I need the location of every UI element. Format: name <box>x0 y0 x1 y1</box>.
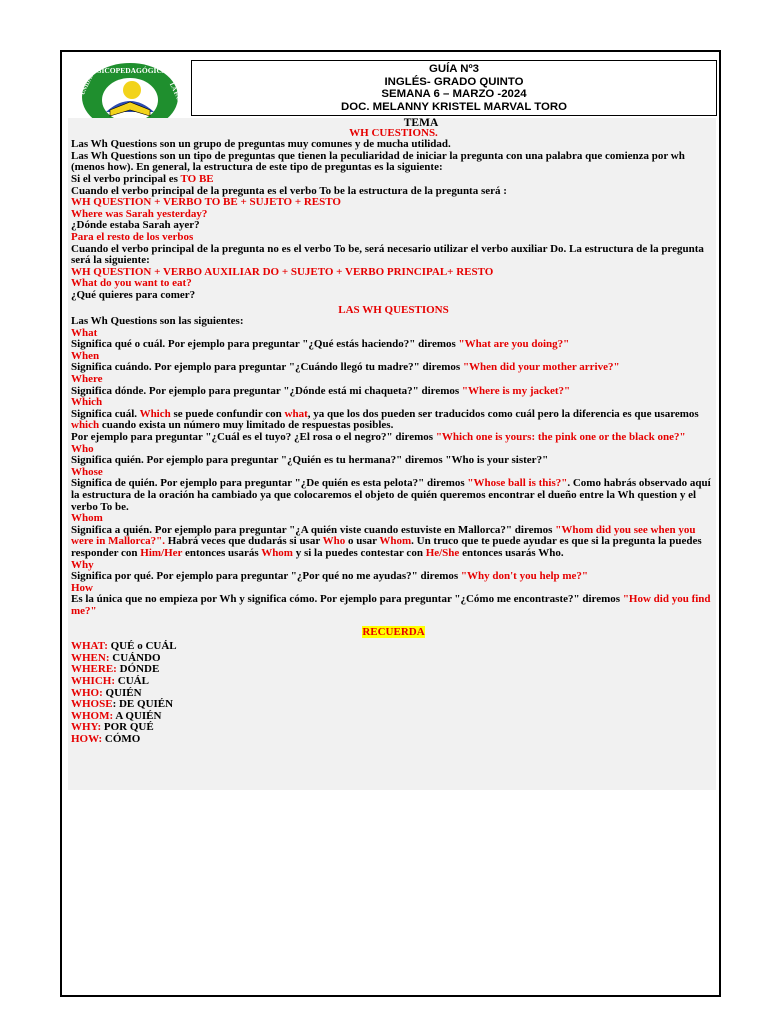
do-example-en: What do you want to eat? <box>71 277 192 290</box>
summary-item: WHERE: DÓNDE <box>71 663 160 676</box>
why-label: Why <box>71 558 94 571</box>
intro-paragraph-1: Las Wh Questions son un grupo de preguntas muy comunes y de mucha utilidad. <box>71 138 451 151</box>
tobe-example-en: Where was Sarah yesterday? <box>71 207 208 220</box>
what-description: Significa qué o cuál. Por ejemplo para preguntar "¿Qué estás haciendo?" diremos "What are you doing?" <box>71 338 570 351</box>
whom-description: Significa a quién. Por ejemplo para preguntar "¿A quién viste cuando estuviste en Mallorca?" diremos "Whom did you see when you were in Mallorca?". Habrá veces que dudarás si usar Who o usar Whom. Un truco que te puede ayudar es que si la pregunta la puedes responder con Him/Her entonces usarás Whom y si la puedes contestar con He/She entonces usarás Who. <box>71 523 702 559</box>
lesson-title: WH CUESTIONS. <box>349 126 438 139</box>
do-formula: WH QUESTION + VERBO AUXILIAR DO + SUJETO + VERBO PRINCIPAL+ RESTO <box>71 265 494 278</box>
when-description: Significa cuándo. Por ejemplo para preguntar "¿Cuándo llegó tu madre?" diremos "When did your mother arrive?" <box>71 361 620 374</box>
tobe-condition: Si el verbo principal es TO BE <box>71 172 214 185</box>
do-intro: Cuando el verbo principal de la pregunta no es el verbo To be, será necesario utilizar el verbo auxiliar Do. La estructura de la pregunta será la siguiente: <box>71 242 704 267</box>
summary-item: WHY: POR QUÉ <box>71 721 154 734</box>
who-label: Who <box>71 442 94 455</box>
tema-heading: TEMA <box>403 117 439 129</box>
lesson-content <box>68 118 716 790</box>
summary-item: WHOM: A QUIÉN <box>71 709 162 722</box>
why-description: Significa por qué. Por ejemplo para preguntar "¿Por qué no me ayudas?" diremos "Why don't you help me?" <box>71 570 589 583</box>
recuerda-heading: RECUERDA <box>362 625 425 638</box>
summary-item: HOW: CÓMO <box>71 732 141 745</box>
subject-grade: INGLÉS- GRADO QUINTO <box>384 75 524 88</box>
intro-paragraph-2: Las Wh Questions son un tipo de preguntas que tienen la peculiaridad de iniciar la pregunta con una palabra que comienza por wh (menos how). En general, la estructura de este tipo de preguntas es la siguiente: <box>71 149 685 174</box>
which-label: Which <box>71 396 103 409</box>
which-description: Significa cuál. Which se puede confundir con what, ya que los dos pueden ser traducidos como cuál pero la diferencia es que usaremos which cuando exista un número muy limitado de respuestas posibles. <box>71 407 699 432</box>
guide-number: GUÍA Nº3 <box>429 63 479 75</box>
summary-item: WHAT: QUÉ o CUÁL <box>71 640 177 653</box>
where-label: Where <box>71 373 103 386</box>
summary-item: WHICH: CUÁL <box>71 674 149 687</box>
logo-right-text: LA PAZ <box>167 82 183 104</box>
logo-left-text: UNIDAD <box>80 71 96 97</box>
summary-item: WHO: QUIÉN <box>71 686 142 699</box>
which-example: Por ejemplo para preguntar "¿Cuál es el tuyo? ¿El rosa o el negro?" diremos "Which one is yours: the pink one or the black one?" <box>71 431 686 444</box>
tobe-formula: WH QUESTION + VERBO TO BE + SUJETO + RESTO <box>71 196 341 209</box>
tobe-structure-intro: Cuando el verbo principal de la pregunta es el verbo To be la estructura de la pregunta será : <box>71 184 507 197</box>
summary-item: WHOSE: DE QUIÉN <box>71 698 174 711</box>
how-description: Es la única que no empieza por Wh y significa cómo. Por ejemplo para preguntar "¿Cómo me encontraste?" diremos "How did you find me?" <box>71 593 711 617</box>
where-description: Significa dónde. Por ejemplo para preguntar "¿Dónde está mi chaqueta?" diremos "Where is my jacket?" <box>71 384 571 397</box>
how-label: How <box>71 581 93 594</box>
document-header <box>191 60 717 116</box>
who-description: Significa quién. Por ejemplo para preguntar "¿Quién es tu hermana?" diremos "Who is your sister?" <box>71 454 549 467</box>
whose-description: Significa de quién. Por ejemplo para preguntar "¿De quién es esta pelota?" diremos "Whose ball is this?". Como habrás observado aquí la estructura de la oración ha cambiado ya que colocaremos el objeto de quién queremos encontrar el dueño entre la Wh question y el verbo To be. <box>71 477 711 513</box>
list-intro: Las Wh Questions son las siguientes: <box>71 315 244 328</box>
other-verbs-heading: Para el resto de los verbos <box>71 230 194 243</box>
whom-label: Whom <box>71 512 103 525</box>
logo-top-text: PSICOPEDAGÓGICA <box>92 66 168 75</box>
tobe-example-es: ¿Dónde estaba Sarah ayer? <box>71 219 200 232</box>
do-example-es: ¿Qué quieres para comer? <box>71 288 196 301</box>
when-label: When <box>71 349 100 362</box>
list-title: LAS WH QUESTIONS <box>338 303 449 316</box>
week-date: SEMANA 6 – MARZO -2024 <box>381 88 527 101</box>
what-label: What <box>71 326 98 339</box>
teacher-name: DOC. MELANNY KRISTEL MARVAL TORO <box>341 100 567 113</box>
summary-item: WHEN: CUÁNDO <box>71 651 161 664</box>
summary-list <box>71 641 716 745</box>
whose-label: Whose <box>71 465 103 478</box>
